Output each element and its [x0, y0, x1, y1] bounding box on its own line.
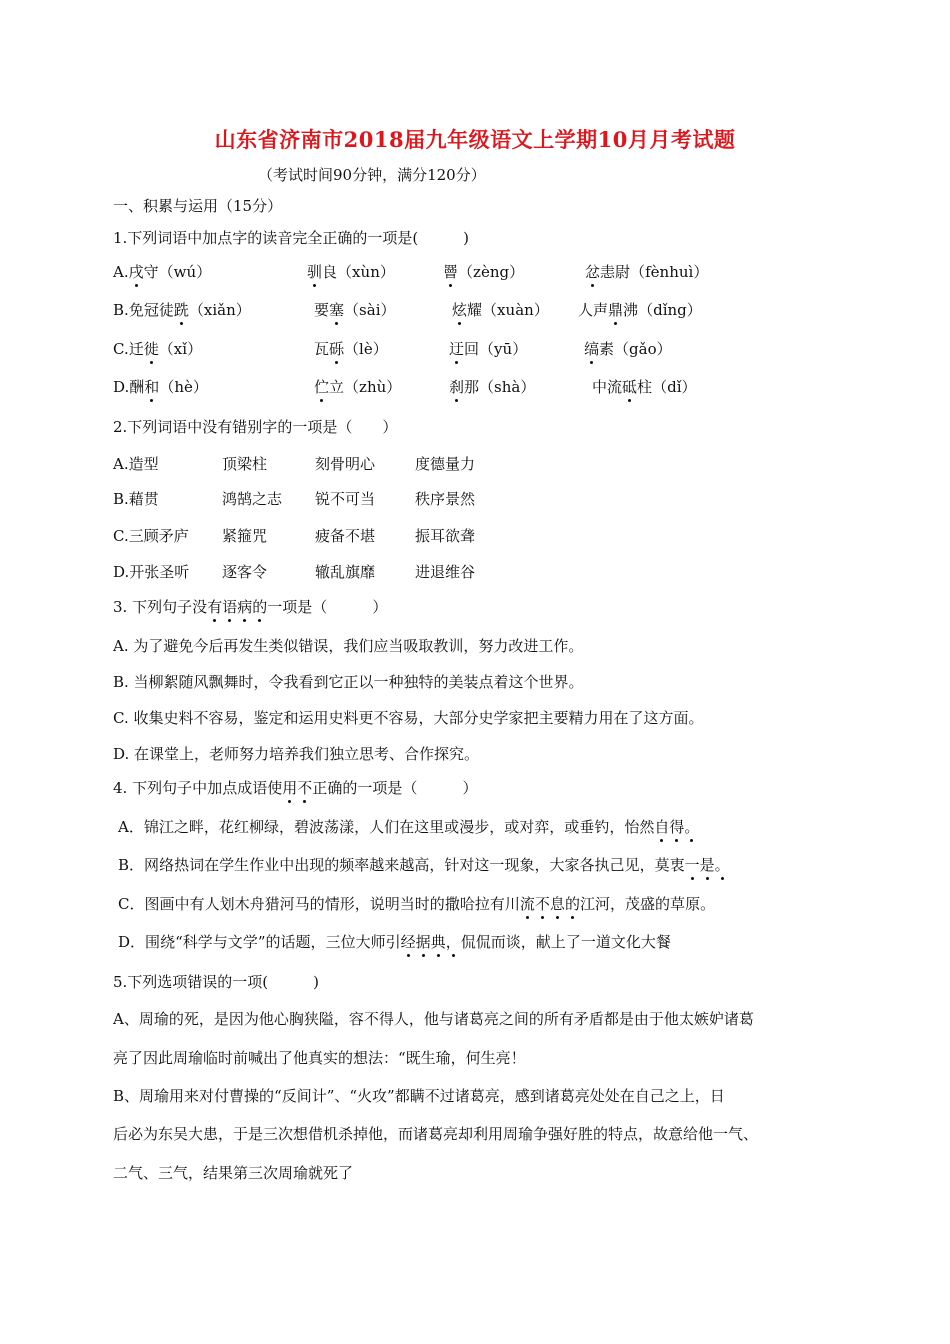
- q1-option-b-1: B.免冠徒跣（xiǎn）: [113, 301, 251, 319]
- q3-option-d: D. 在课堂上，老师努力培养我们独立思考、合作探究。: [113, 745, 480, 763]
- q1-option-d-4: 中流砥柱（dǐ）: [592, 378, 697, 396]
- emphasis-dot-char: ，: [445, 933, 461, 951]
- q1-option-c-3: 迂回（yū）: [449, 340, 528, 358]
- emphasis-dot-char: 息: [549, 895, 565, 913]
- q2-option-b-4: 秩序景然: [415, 490, 476, 508]
- emphasis-dot-char: 经: [400, 933, 416, 951]
- emphasis-dot-char: 迂: [449, 340, 465, 358]
- emphasis-dot-char: 有: [207, 598, 223, 616]
- emphasis-dot-char: 的: [252, 598, 268, 616]
- q1-option-b-2: 要塞（sài）: [314, 301, 396, 319]
- emphasis-dot-char: 炫: [452, 301, 468, 319]
- q1-option-d-2: 伫立（zhù）: [314, 378, 402, 396]
- emphasis-dot-char: 用: [282, 779, 298, 797]
- q3-option-a: A. 为了避免今后再发生类似错误，我们应当吸取教训，努力改进工作。: [113, 637, 584, 655]
- emphasis-dot-char: 鼎: [608, 301, 624, 319]
- q5-option-a-line-1: A、周瑜的死，是因为他心胸狭隘，容不得人，他与诸葛亮之间的所有矛盾都是由于他太嫉妒诸葛: [113, 1010, 754, 1028]
- q1-option-b-3: 炫耀（xuàn）: [452, 301, 549, 319]
- q2-option-c-2: 紧箍咒: [222, 527, 268, 545]
- q1-option-d-3: 刹那（shà）: [449, 378, 536, 396]
- emphasis-dot-char: 缟: [584, 340, 600, 358]
- question-2-stem: 2.下列词语中没有错别字的一项是（ ）: [113, 418, 398, 436]
- emphasis-dot-char: 跣: [173, 301, 189, 319]
- q5-option-b-line-1: B、周瑜用来对付曹操的“反间计”、“火攻”都瞒不过诸葛亮，感到诸葛亮处处在自己之上，日: [113, 1087, 725, 1105]
- emphasis-dot-char: 是: [699, 856, 715, 874]
- emphasis-dot-char: 徙: [143, 340, 159, 358]
- emphasis-dot-char: 戌: [128, 263, 144, 281]
- q1-option-c-2: 瓦砾（lè）: [314, 340, 388, 358]
- emphasis-dot-char: 语: [222, 598, 238, 616]
- emphasis-dot-char: 典: [430, 933, 446, 951]
- q5-option-b-line-3: 二气、三气，结果第三次周瑜就死了: [113, 1164, 354, 1182]
- q5-option-b-line-2: 后必为东吴大患，于是三次想借机杀掉他，而诸葛亮却利用周瑜争强好胜的特点，故意给他一气、: [113, 1125, 759, 1143]
- emphasis-dot-char: 得: [669, 818, 685, 836]
- question-3-stem: 3. 下列句子没有语病的一项是（ ）: [113, 598, 388, 616]
- emphasis-dot-char: 砥: [622, 378, 638, 396]
- emphasis-dot-char: 不: [297, 779, 313, 797]
- q1-option-d-1: D.酬和（hè）: [113, 378, 208, 396]
- q1-option-a-1: A.戌守（wú）: [113, 263, 212, 281]
- emphasis-dot-char: 自: [654, 818, 670, 836]
- section-heading: 一、积累与运用（15分）: [113, 197, 283, 215]
- emphasis-dot-char: 驯: [307, 263, 323, 281]
- emphasis-dot-char: 伫: [314, 378, 330, 396]
- q1-option-a-3: 罾（zèng）: [443, 263, 525, 281]
- emphasis-dot-char: 。: [714, 856, 730, 874]
- emphasis-dot-char: 砾: [329, 340, 345, 358]
- q1-option-a-2: 驯良（xùn）: [307, 263, 395, 281]
- emphasis-dot-char: 据: [415, 933, 431, 951]
- q5-option-a-line-2: 亮了因此周瑜临时前喊出了他真实的想法：“既生瑜，何生亮！: [113, 1049, 526, 1067]
- q4-option-b: B．网络热词在学生作业中出现的频率越来越高，针对这一现象，大家各执己见，莫衷一是。: [118, 856, 730, 874]
- q1-option-b-4: 人声鼎沸（dǐng）: [578, 301, 702, 319]
- q2-option-d-4: 进退维谷: [415, 563, 476, 581]
- q2-option-c-3: 疲备不堪: [315, 527, 376, 545]
- q2-option-a-4: 度德量力: [415, 455, 476, 473]
- emphasis-dot-char: 罾: [443, 263, 459, 281]
- q2-option-a-3: 刻骨明心: [315, 455, 376, 473]
- emphasis-dot-char: 。: [684, 818, 700, 836]
- emphasis-dot-char: 病: [237, 598, 253, 616]
- q1-option-a-4: 忿恚尉（fènhuì）: [585, 263, 709, 281]
- q2-option-a-1: A.造型: [113, 455, 159, 473]
- exam-subtitle: （考试时间90分钟，满分120分）: [258, 166, 486, 184]
- emphasis-dot-char: 不: [534, 895, 550, 913]
- exam-title: 山东省济南市2018届九年级语文上学期10月月考试题: [214, 127, 736, 152]
- q2-option-b-2: 鸿鹄之志: [222, 490, 283, 508]
- q2-option-d-3: 辙乱旗靡: [315, 563, 376, 581]
- q4-option-d: D．围绕“科学与文学”的话题，三位大师引经据典，侃侃而谈，献上了一道文化大餐: [118, 933, 671, 951]
- emphasis-dot-char: 塞: [329, 301, 345, 319]
- emphasis-dot-char: 一: [684, 856, 700, 874]
- emphasis-dot-char: 和: [144, 378, 160, 396]
- emphasis-dot-char: 忿: [585, 263, 601, 281]
- q2-option-c-1: C.三顾矛庐: [113, 527, 189, 545]
- question-1-stem: 1.下列词语中加点字的读音完全正确的一项是( ): [113, 229, 470, 247]
- q2-option-a-2: 顶梁柱: [222, 455, 268, 473]
- q4-option-a: A．锦江之畔，花红柳绿，碧波荡漾，人们在这里或漫步，或对弈，或垂钓，怡然自得。: [118, 818, 700, 836]
- question-5-stem: 5.下列选项错误的一项( ): [113, 973, 320, 991]
- q2-option-d-2: 逐客令: [222, 563, 268, 581]
- q2-option-b-3: 锐不可当: [315, 490, 376, 508]
- emphasis-dot-char: 流: [519, 895, 535, 913]
- question-4-stem: 4. 下列句子中加点成语使用不正确的一项是（ ）: [113, 779, 478, 797]
- q2-option-b-1: B.藉贯: [113, 490, 159, 508]
- q2-option-c-4: 振耳欲聋: [415, 527, 476, 545]
- q1-option-c-4: 缟素（gǎo）: [584, 340, 672, 358]
- q2-option-d-1: D.开张圣听: [113, 563, 190, 581]
- q3-option-c: C. 收集史料不容易，鉴定和运用史料更不容易，大部分史学家把主要精力用在了这方面。: [113, 709, 704, 727]
- q3-option-b: B. 当柳絮随风飘舞时，令我看到它正以一种独特的美装点着这个世界。: [113, 673, 584, 691]
- q1-option-c-1: C.迁徙（xǐ）: [113, 340, 203, 358]
- emphasis-dot-char: 的: [564, 895, 580, 913]
- q4-option-c: C．图画中有人划木舟猎河马的情形，说明当时的撒哈拉有川流不息的江河，茂盛的草原。: [118, 895, 716, 913]
- emphasis-dot-char: 刹: [449, 378, 465, 396]
